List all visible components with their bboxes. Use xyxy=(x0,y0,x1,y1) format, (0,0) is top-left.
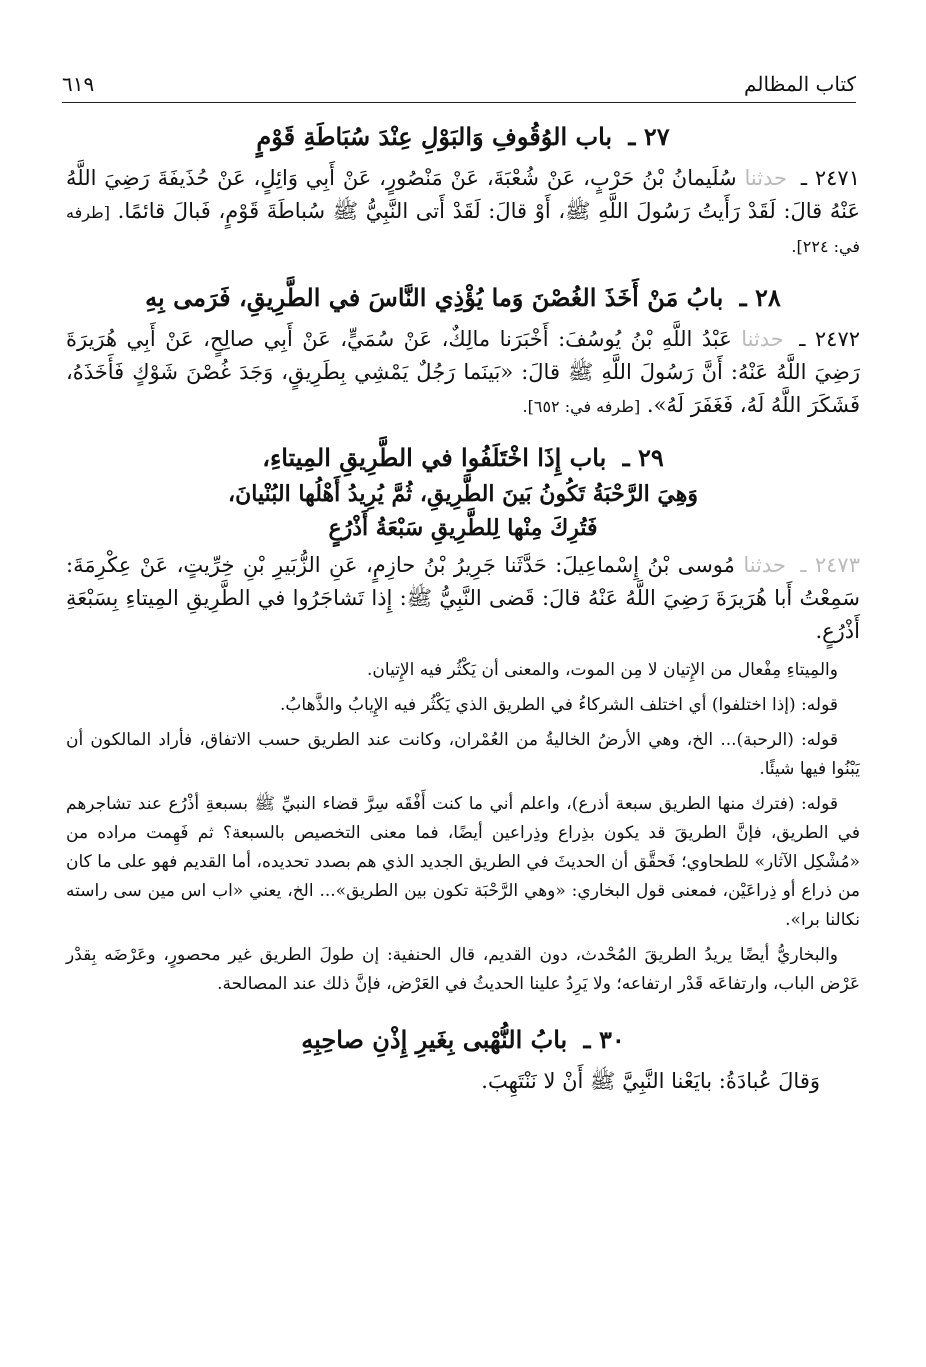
commentary-paragraph: قوله: (إذا اختلفوا) أي اختلف الشركاءُ في الطريق الذي يَكْثُر فيه الإِيابُ والذَّهابُ. xyxy=(280,695,838,715)
hadith-number: ٢٤٧٢ ـ xyxy=(799,327,861,351)
chapter-title: باب إِذَا اخْتَلَفُوا في الطَّرِيقِ المِيتاءِ، xyxy=(262,443,607,472)
page-number: ٦١٩ xyxy=(62,72,95,96)
chapter-heading-30 xyxy=(66,1021,860,1059)
chapter-number: ٢٩ ـ xyxy=(622,443,664,472)
chapter-heading-27 xyxy=(66,118,860,156)
hadith-2472 xyxy=(66,323,860,423)
chapter-subtitle-line-2: فَتُرِكَ مِنْها لِلطَّرِيقِ سَبْعَةُ أَذْرُعٍ xyxy=(328,515,598,541)
narration-text: وَقالَ عُبادَةُ: بايَعْنا النَّبِيَّ ﷺ أَنْ لا نَنْتَهِبَ. xyxy=(481,1069,820,1093)
running-title: كتاب المظالم xyxy=(744,72,856,96)
hadith-number: ٢٤٧٣ ـ xyxy=(800,553,860,577)
hadith-text: عَبْدُ اللَّهِ بْنُ يُوسُفَ: أَخْبَرَنا مالِكٌ، عَنْ سُمَيٍّ، عَنْ أَبِي صالِحٍ، عَنْ أَبِي هُرَيرَةَ رَضِيَ اللَّهُ عَنْهُ: أَنَّ رَسُولَ اللَّهِ ﷺ قالَ: «بَينَما رَجُلٌ يَمْشِي بِطَرِيقٍ، وَجَدَ غُصْنَ شَوْكٍ فَأَخَذَهُ، فَشَكَرَ اللَّهُ لَهُ، فَغَفَرَ لَهُ». xyxy=(66,327,860,417)
commentary-paragraph: قوله: (الرحبة)... الخ، وهي الأرضُ الخاليةُ من العُمْران، وكانت عند الطريق حسب الاتفاق، فأراد المالكون أن يَبْنُوا فيها شيئًا. xyxy=(66,730,860,779)
hadith-cross-reference: [طرفه في: ٦٥٢]. xyxy=(522,397,641,416)
chapter-number: ٢٧ ـ xyxy=(628,122,670,151)
chapter-number: ٢٨ ـ xyxy=(739,283,781,312)
hadith-2473 xyxy=(66,549,860,648)
hadith-lead: حدثنا xyxy=(744,166,788,190)
hadith-2471 xyxy=(66,162,860,263)
chapter-subtitle-line-1: وَهِيَ الرَّحْبَةُ تَكُونُ بَينَ الطَّرِيقِ، ثُمَّ يُرِيدُ أَهْلُها البُنْيانَ، xyxy=(228,481,698,507)
hadith-lead: حدثنا xyxy=(743,553,786,577)
commentary-paragraph: والمِيتاءِ مِفْعال من الإِتيان لا مِن الموت، والمعنى أن يَكْثُر فيه الإِتيان. xyxy=(367,660,838,680)
narration-ubada xyxy=(66,1065,860,1098)
chapter-title: بابُ النُّهْبى بِغَيرِ إِذْنِ صاحِبِهِ xyxy=(301,1025,568,1054)
commentary-paragraph: قوله: (فترك منها الطريق سبعة أذرع)، واعلم أني ما كنت أَفْقَه سِرَّ قضاء النبيِّ ﷺ بسبعةِ أذْرُع عند تشاجرهم في الطريق، فإنَّ الطريقَ قد يكون بذِراع وذِراعين أيضًا، فما معنى التخصيص بالسبعة؟ ثم فَهِمت مراده من «مُشْكِل الآثار» للطحاوي؛ فَحقَّق أن الحديثَ في الطريق الجديد الذي هم بصدد تحديده، أما القديم فهو على ما كان من ذراع أو ذِراعَيْن، فمعنى قول البخاري: «وهي الرَّحْبَة تكون بين الطريق»... الخ، يعني «اب اس مين سى راسته نكالنا برا». xyxy=(66,794,860,930)
chapter-heading-28 xyxy=(66,279,860,317)
chapter-title: بابُ مَنْ أَخَذَ الغُصْنَ وَما يُؤْذِي النَّاسَ في الطَّرِيقِ، فَرَمى بِهِ xyxy=(145,283,724,312)
chapter-heading-29 xyxy=(66,439,860,477)
running-header xyxy=(62,62,856,103)
hadith-lead: حدثنا xyxy=(741,327,784,351)
hadith-text: سُلَيمانُ بْنُ حَرْبٍ، عَنْ شُعْبَةَ، عَنْ مَنْصُورٍ، عَنْ أَبِي وَائِلٍ، عَنْ حُذَيفَةَ رَضِيَ اللَّهُ عَنْهُ قالَ: لَقَدْ رَأَيتُ رَسُولَ اللَّهِ ﷺ، أَوْ قالَ: لَقَدْ أَتى النَّبِيُّ ﷺ سُباطَةَ قَوْمٍ، فَبالَ قائمًا. xyxy=(66,166,860,223)
page-content xyxy=(66,118,860,1098)
chapter-number: ٣٠ ـ xyxy=(583,1025,625,1054)
commentary-paragraph: والبخاريُّ أيضًا يريدُ الطريقَ المُحْدث، دون القديم، قال الحنفية: إن طولَ الطريق غير محصورٍ، وعَرْضَه بِقدْر عَرْض الباب، وارتفاعَه قَدْر ارتفاعه؛ ولا يَرِدُ علينا الحديثُ في العَرْض، فإنَّ ذلك عند المصالحة. xyxy=(66,945,860,994)
hadith-cross-reference: [طرفه في: ٢٢٤]. xyxy=(66,203,860,256)
chapter-title: باب الوُقُوفِ وَالبَوْلِ عِنْدَ سُبَاطَةِ قَوْمٍ xyxy=(256,122,613,151)
hadith-text: مُوسى بْنُ إِسْماعِيلَ: حَدَّثَنا جَرِيرُ بْنُ حازِمٍ، عَنِ الزُّبَيرِ بْنِ خِرِّيتٍ، عَنْ عِكْرِمَةَ: سَمِعْتُ أَبا هُرَيرَةَ رَضِيَ اللَّهُ عَنْهُ قالَ: قَضى النَّبِيُّ ﷺ: إِذا تَشاجَرُوا في الطَّرِيقِ المِيتاءِ بِسَبْعَةِ أَذْرُعٍ. xyxy=(66,553,860,643)
hadith-number: ٢٤٧١ ـ xyxy=(800,166,860,190)
